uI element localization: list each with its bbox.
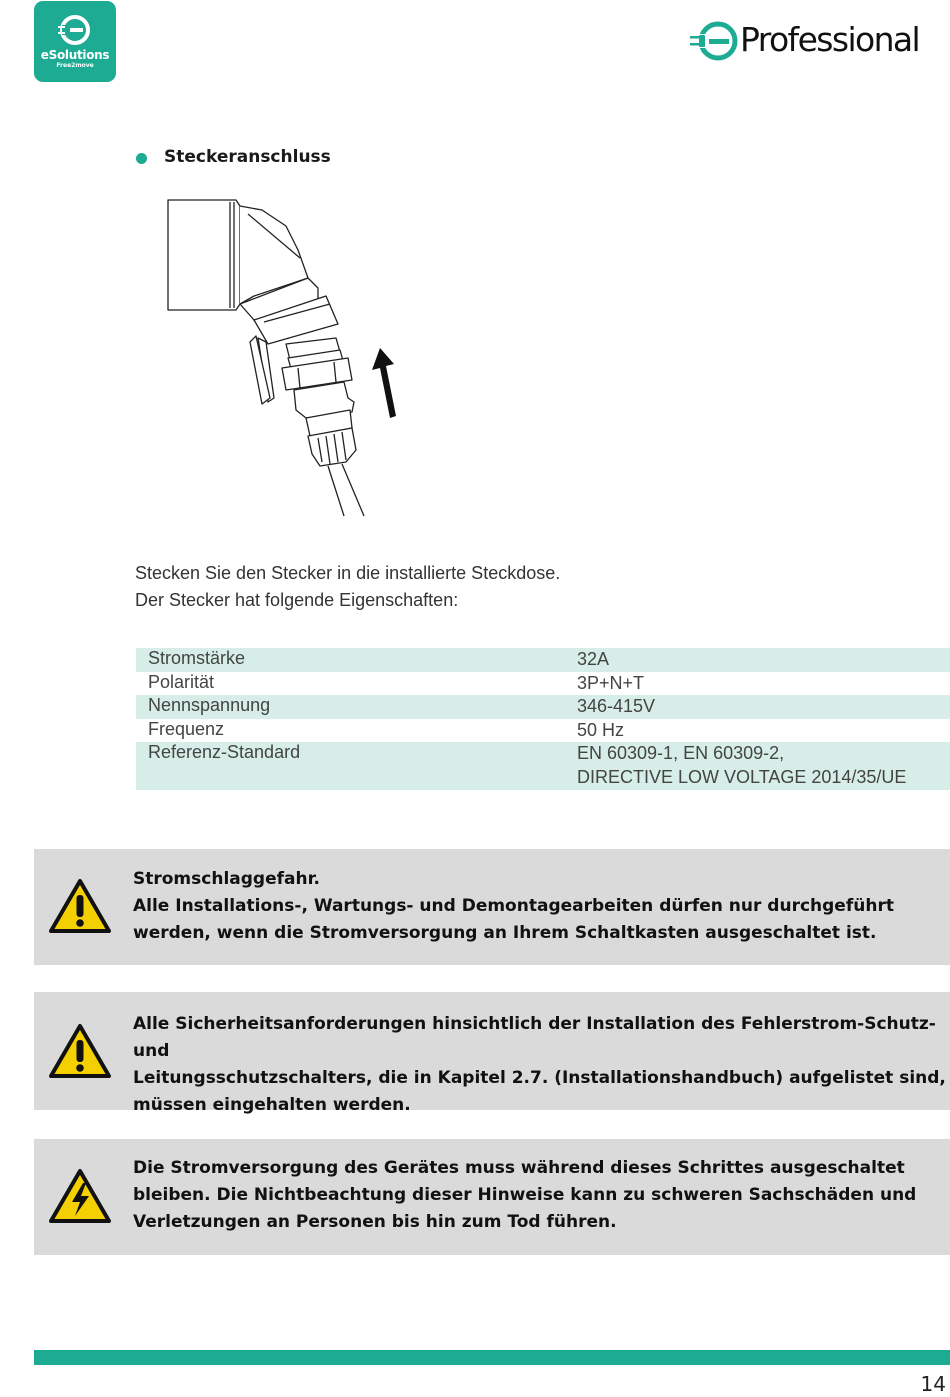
warning-line: Stromschlaggefahr. [133,869,320,889]
warning-exclamation-icon [48,878,112,934]
warning-text [133,866,894,947]
spec-label: Nennspannung [148,695,271,715]
table-row [136,719,950,743]
warning-box-electric-shock [34,849,950,965]
spec-label: Frequenz [148,718,225,739]
esolutions-logo [34,1,116,82]
warning-line: bleiben. Die Nichtbeachtung dieser Hinweise kann zu schweren Sachschäden und [133,1185,917,1205]
spec-value: 32A [577,649,610,669]
plug-connection-illustration [158,192,418,520]
warning-line: Alle Sicherheitsanforderungen hinsichtlich der Installation des Fehlerstrom-Schutz- und [133,1014,936,1061]
intro-text [135,560,560,614]
warning-line: Alle Installations-, Wartungs- und Demontagearbeiten dürfen nur durchgeführt [133,896,894,916]
electrical-hazard-icon [48,1168,112,1224]
spec-value: 346-415V [577,696,656,716]
warning-box-power-off [34,1139,950,1255]
e-plug-icon [58,13,92,47]
spec-label: Referenz-Standard [148,742,301,762]
spec-value: 3P+N+T [577,672,645,693]
warning-text [133,1011,950,1119]
spec-label: Polarität [148,671,215,692]
logo-brand-text: eSolutions [40,48,110,62]
table-row [136,695,950,719]
spec-value-line-2: DIRECTIVE LOW VOLTAGE 2014/35/UE [577,766,907,787]
table-row [136,742,950,790]
intro-line-2: Der Stecker hat folgende Eigenschaften: [135,590,459,610]
intro-line-1: Stecken Sie den Stecker in die installierte Steckdose. [135,563,561,583]
page-number: 14 [920,1372,946,1396]
bullet-dot-icon [136,153,147,164]
footer-bar [34,1350,950,1365]
section-title: Steckeranschluss [164,147,331,167]
warning-line: Die Stromversorgung des Gerätes muss während dieses Schrittes ausgeschaltet [133,1158,905,1178]
table-row [136,672,950,696]
logo-professional-text: Professional [740,20,920,59]
e-plug-logo-icon [688,18,740,64]
warning-line: werden, wenn die Stromversorgung an Ihrem Schaltkasten ausgeschaltet ist. [133,923,877,943]
table-row [136,648,950,672]
warning-line: müssen eingehalten werden. [133,1095,411,1115]
warning-box-safety-requirements [34,992,950,1115]
spec-value: 50 Hz [577,719,625,740]
warning-line: Verletzungen an Personen bis hin zum Tod führen. [133,1212,617,1232]
warning-exclamation-icon [48,1023,112,1079]
warning-line: Leitungsschutzschalters, die in Kapitel 2.7. (Installationshandbuch) aufgelistet sind, [133,1068,946,1088]
eprofessional-logo [688,18,950,64]
insert-direction-arrow-icon [372,348,396,418]
warning-text [133,1155,916,1236]
spec-value: EN 60309-1, EN 60309-2, [577,743,785,763]
logo-sub-text: Free2move [56,62,94,69]
plug-specs-table [136,648,950,790]
spec-label: Stromstärke [148,648,246,668]
